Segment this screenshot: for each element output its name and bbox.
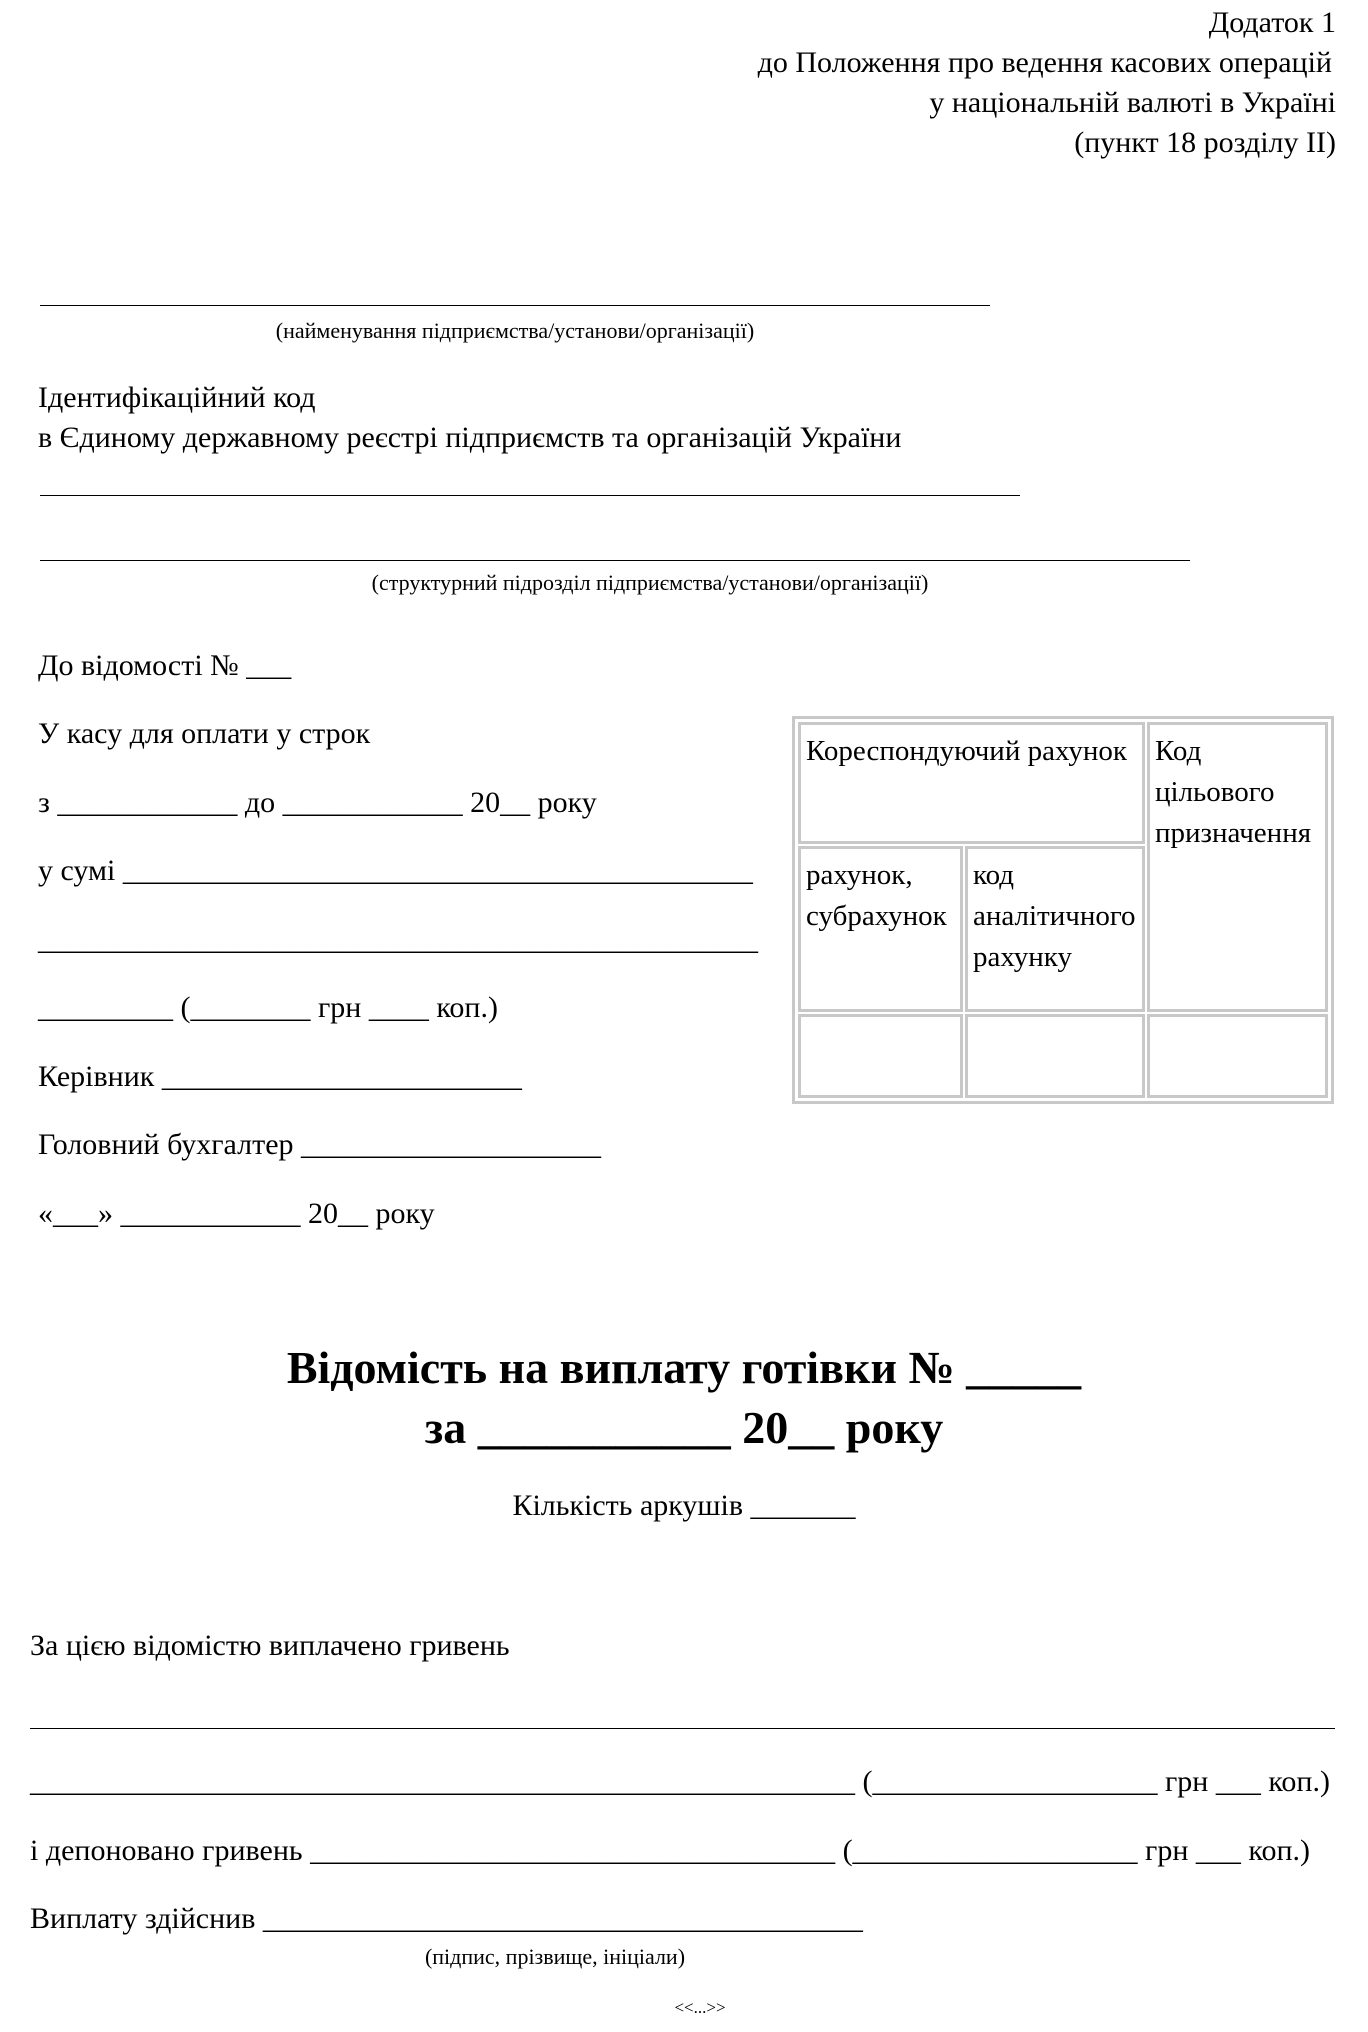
appendix-currency: у національній валюті в Україні <box>929 86 1336 119</box>
appendix-clause: (пункт 18 розділу II) <box>1074 126 1336 159</box>
analytic-code-header: код аналітичного рахунку <box>965 846 1145 1012</box>
id-code-line <box>40 495 1020 496</box>
to-statement-number: До відомості № ___ <box>38 649 292 682</box>
appendix-regulation: до Положення про ведення касових операцій <box>757 46 1332 79</box>
amount-field-continued: ________________________________________________ <box>38 923 758 956</box>
correspondence-table <box>792 716 1334 1104</box>
document-title-period: за ___________ 20__ року <box>424 1402 944 1453</box>
sheets-count: Кількість аркушів _______ <box>512 1489 856 1522</box>
head-signature: Керівник ________________________ <box>38 1060 522 1093</box>
paid-amount-label: За цією відомістю виплачено гривень <box>30 1629 510 1662</box>
corr-account-header: Кореспондуючий рахунок <box>798 722 1145 844</box>
id-code-label: Ідентифікаційний код <box>38 381 316 414</box>
paid-amount-uah-kop: _______________________________________________________ (___________________ грн ___ коп.) <box>30 1765 1330 1798</box>
org-name-line <box>40 305 990 306</box>
account-subaccount-value[interactable] <box>798 1014 963 1098</box>
paid-by-signature: Виплату здійснив ________________________________________ <box>30 1902 863 1935</box>
omission-marker: <<...>> <box>674 1998 726 2017</box>
purpose-code-header: Код цільового призначення <box>1147 722 1328 1012</box>
account-subaccount-header: рахунок, субрахунок <box>798 846 963 1012</box>
analytic-code-value[interactable] <box>965 1014 1145 1098</box>
id-code-registry: в Єдиному державному реєстрі підприємств та організацій України <box>38 421 902 454</box>
chief-accountant-signature: Головний бухгалтер ____________________ <box>38 1128 602 1161</box>
paid-amount-line <box>30 1728 1335 1729</box>
unit-line <box>40 560 1190 561</box>
deposited-amount: і депоновано гривень ___________________________________ (___________________ грн ___ коп.) <box>30 1834 1311 1867</box>
amount-field: у сумі __________________________________________ <box>38 854 753 887</box>
cash-desk-term: У касу для оплати у строк <box>38 717 371 750</box>
document-title: Відомість на виплату готівки № _____ <box>286 1342 1082 1393</box>
unit-caption: (структурний підрозділ підприємства/установи/організації) <box>371 570 929 595</box>
org-name-caption: (найменування підприємства/установи/організації) <box>275 318 755 343</box>
signature-date: «___» ____________ 20__ року <box>38 1197 435 1230</box>
amount-uah-kop: _________ (________ грн ____ коп.) <box>38 991 498 1024</box>
appendix-number: Додаток 1 <box>1208 6 1336 39</box>
signature-caption: (підпис, прізвище, ініціали) <box>424 1944 686 1969</box>
payment-period: з ____________ до ____________ 20__ року <box>38 786 597 819</box>
purpose-code-value[interactable] <box>1147 1014 1328 1098</box>
